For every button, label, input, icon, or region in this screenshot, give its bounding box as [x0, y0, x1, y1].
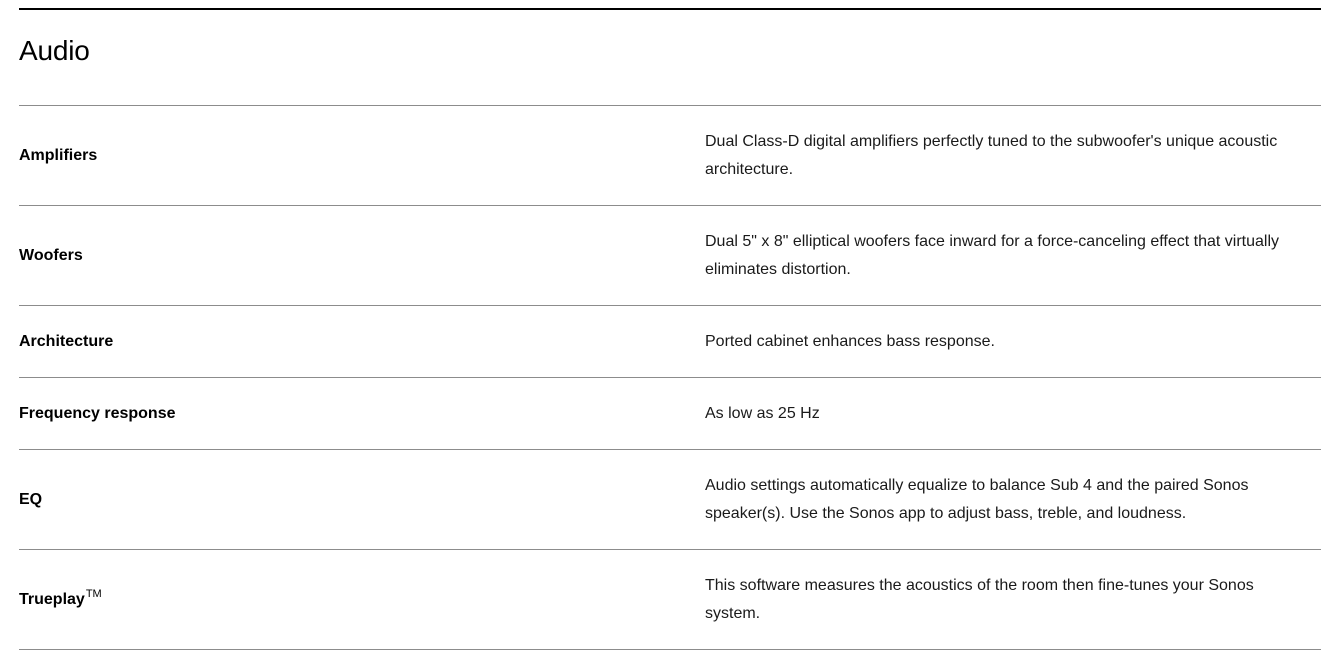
spec-row-amplifiers — [19, 106, 1321, 206]
spec-value: Dual 5" x 8" elliptical woofers face inward for a force-canceling effect that virtually eliminates distortion. — [705, 232, 1279, 278]
spec-row-woofers — [19, 206, 1321, 306]
section-title: Audio — [19, 35, 90, 66]
audio-spec-section — [19, 8, 1321, 650]
spec-value: This software measures the acoustics of the room then fine-tunes your Sonos system. — [705, 576, 1254, 622]
spec-value: As low as 25 Hz — [705, 404, 820, 422]
spec-row-frequency-response — [19, 378, 1321, 450]
spec-label: EQ — [19, 490, 43, 508]
spec-row-eq — [19, 450, 1321, 550]
spec-value: Ported cabinet enhances bass response. — [705, 332, 995, 350]
spec-label-text: Trueplay — [19, 590, 85, 608]
spec-value: Dual Class-D digital amplifiers perfectly tuned to the subwoofer's unique acoustic architecture. — [705, 132, 1278, 178]
spec-table — [19, 105, 1321, 650]
spec-label: Amplifiers — [19, 146, 98, 164]
trademark-superscript: TM — [85, 587, 102, 600]
spec-row-architecture — [19, 306, 1321, 378]
spec-row-trueplay — [19, 550, 1321, 650]
spec-label: Frequency response — [19, 404, 176, 422]
spec-label: Woofers — [19, 246, 83, 264]
spec-label-trueplay — [19, 587, 705, 610]
spec-value: Audio settings automatically equalize to balance Sub 4 and the paired Sonos speaker(s). Use the Sonos app to adjust bass, treble, and loudness. — [705, 476, 1249, 522]
spec-label: Architecture — [19, 332, 114, 350]
